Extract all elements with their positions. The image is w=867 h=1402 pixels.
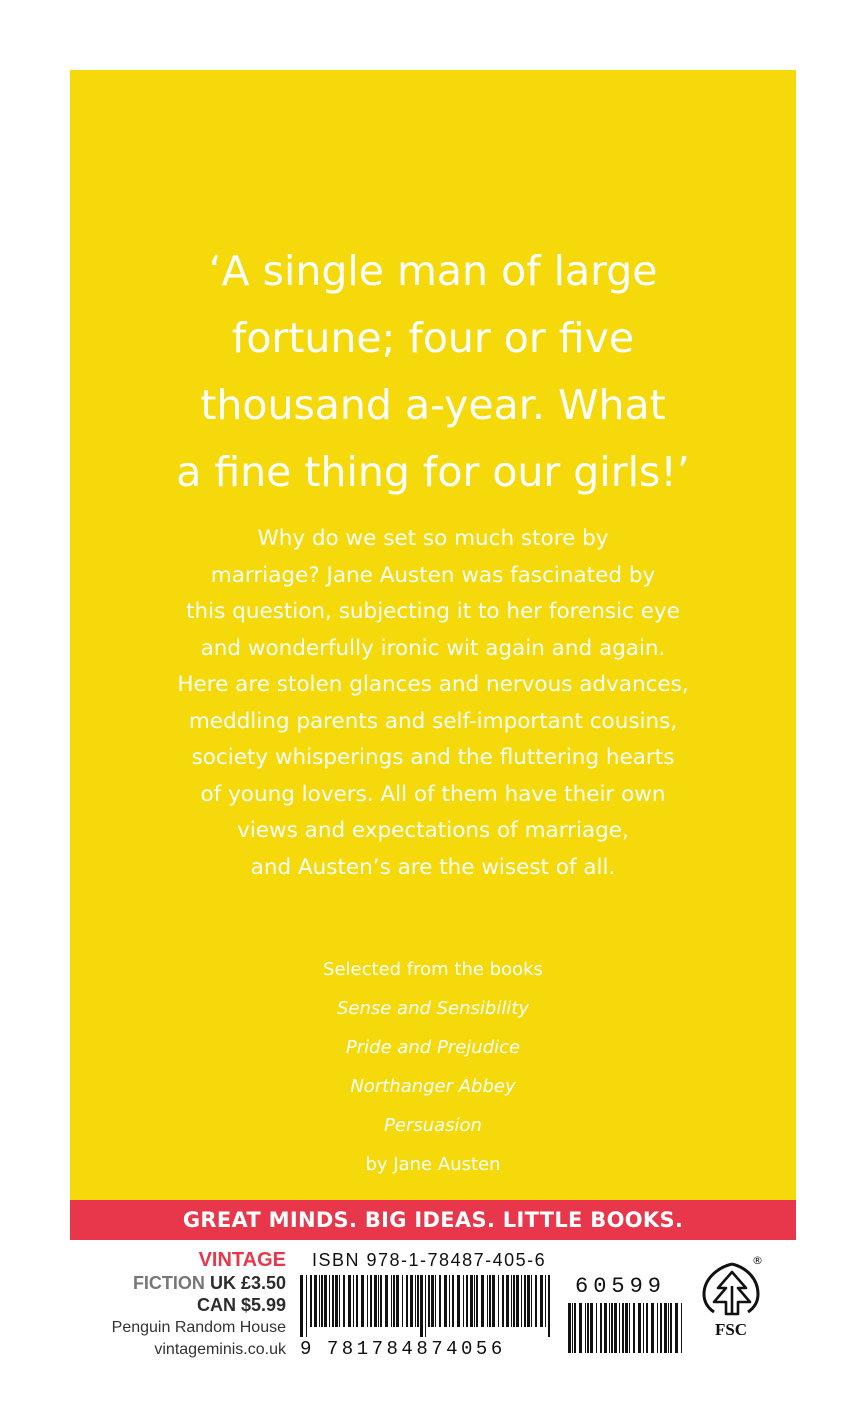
blurb-line: society whisperings and the fluttering hearts xyxy=(191,745,675,770)
barcode-bar xyxy=(367,1275,368,1327)
barcode-addon-digits: 60599 xyxy=(575,1274,667,1299)
barcode-bar xyxy=(452,1275,454,1327)
barcode-bar xyxy=(609,1303,610,1353)
barcode-bar xyxy=(300,1275,303,1337)
barcode-bar xyxy=(428,1275,430,1327)
barcode-bar xyxy=(489,1275,491,1327)
barcode-bar xyxy=(466,1275,468,1327)
source-intro: Selected from the books xyxy=(323,959,543,980)
quote-line: thousand a-year. What xyxy=(200,381,666,429)
blurb-line: marriage? Jane Austen was fascinated by xyxy=(210,562,656,588)
barcode-bar xyxy=(435,1275,436,1327)
blurb-line: meddling parents and self-important cousins, xyxy=(188,708,678,734)
barcode-bar xyxy=(614,1303,617,1353)
book-title: Northanger Abbey xyxy=(350,1076,516,1097)
barcode-bar xyxy=(587,1303,589,1353)
publisher-name: VINTAGE xyxy=(198,1249,286,1271)
barcode-bar xyxy=(470,1275,473,1327)
publisher-website: vintageminis.co.uk xyxy=(154,1341,286,1358)
barcode-bar xyxy=(385,1275,388,1327)
barcode-bar xyxy=(406,1275,408,1327)
barcode-bar xyxy=(415,1275,416,1327)
isbn-text: ISBN 978-1-78487-405-6 xyxy=(312,1250,547,1270)
barcode-main xyxy=(300,1275,552,1337)
barcode-bar xyxy=(643,1303,644,1353)
quote-line: fortune; four or five xyxy=(231,314,635,362)
barcode-bar xyxy=(425,1275,426,1337)
barcode-bar xyxy=(474,1275,475,1327)
barcode-bar xyxy=(572,1303,573,1353)
barcode-bar xyxy=(646,1303,648,1353)
barcode-bar xyxy=(516,1275,519,1327)
barcode-digits xyxy=(300,1338,550,1360)
barcode-first-digit: 9 xyxy=(300,1338,315,1360)
barcode-bar xyxy=(370,1275,372,1327)
series-banner: GREAT MINDS. BIG IDEAS. LITTLE BOOKS. xyxy=(70,1200,796,1240)
barcode-bar xyxy=(585,1303,586,1353)
barcode-bar xyxy=(420,1275,423,1337)
price-can: CAN $5.99 xyxy=(196,1295,286,1315)
price-uk: UK £3.50 xyxy=(209,1272,286,1293)
barcode-bar xyxy=(625,1303,628,1353)
barcode-bar xyxy=(481,1275,484,1327)
barcode-bar xyxy=(335,1275,338,1327)
blurb-line: this question, subjecting it to her forensic eye xyxy=(186,599,680,624)
barcode-bar xyxy=(622,1303,624,1353)
barcode-bar xyxy=(348,1275,351,1327)
barcode-bar xyxy=(439,1275,441,1327)
quote xyxy=(70,238,796,506)
source-books xyxy=(70,950,796,1184)
barcode-bar xyxy=(332,1275,334,1327)
barcode-bar xyxy=(476,1275,478,1327)
barcode-bar xyxy=(590,1303,593,1353)
barcode-bar xyxy=(579,1303,582,1353)
barcode-bar xyxy=(321,1275,323,1327)
barcode-bar xyxy=(574,1303,576,1353)
blurb-line: Here are stolen glances and nervous advances, xyxy=(177,672,689,697)
barcode-right-digits: 874056 xyxy=(416,1338,506,1360)
barcode-bar xyxy=(670,1303,672,1353)
fsc-registered-mark: ® xyxy=(752,1254,763,1267)
barcode-bar xyxy=(402,1275,403,1327)
barcode-bar xyxy=(568,1303,571,1353)
barcode-left-digits: 781784 xyxy=(326,1338,417,1360)
barcode-bar xyxy=(511,1275,512,1327)
barcode-bar xyxy=(668,1303,669,1353)
blurb xyxy=(70,521,796,886)
barcode-bar xyxy=(651,1303,654,1353)
barcode-bar xyxy=(548,1275,550,1337)
quote-line: a fine thing for our girls!’ xyxy=(176,448,690,496)
barcode-bar xyxy=(681,1303,682,1353)
book-title: Pride and Prejudice xyxy=(345,1037,521,1058)
barcode-bar xyxy=(324,1275,327,1327)
blurb-line: and wonderfully ironic wit again and again. xyxy=(200,635,666,661)
barcode-bar xyxy=(457,1275,460,1327)
publisher-house: Penguin Random House xyxy=(111,1318,286,1336)
barcode-bar xyxy=(531,1275,532,1327)
barcode-bar xyxy=(310,1275,312,1327)
category-label: FICTION xyxy=(132,1272,205,1293)
barcode-bar xyxy=(535,1275,537,1327)
barcode-bar xyxy=(540,1275,543,1327)
fsc-label: FSC xyxy=(714,1320,748,1339)
barcode-bar xyxy=(513,1275,515,1327)
book-title: Persuasion xyxy=(384,1115,482,1136)
barcode-bar xyxy=(410,1275,413,1327)
barcode-bar xyxy=(417,1275,419,1327)
barcode-bar xyxy=(339,1275,340,1327)
blurb-line: and Austen’s are the wisest of all. xyxy=(250,854,616,880)
barcode-bar xyxy=(396,1275,399,1327)
barcode-bar xyxy=(463,1275,464,1327)
barcode-bar xyxy=(393,1275,395,1327)
barcode-bar xyxy=(596,1303,597,1353)
blurb-line: views and expectations of marriage, xyxy=(237,818,629,843)
barcode-bar xyxy=(657,1303,658,1353)
barcode-bar xyxy=(675,1303,678,1353)
barcode-bar xyxy=(633,1303,635,1353)
cover-panel xyxy=(70,70,796,1200)
barcode-bar xyxy=(629,1303,630,1353)
barcode-bar xyxy=(638,1303,641,1353)
barcode-bar xyxy=(431,1275,434,1327)
barcode-bar xyxy=(391,1275,392,1327)
blurb-line: Why do we set so much store by xyxy=(257,526,609,551)
barcode-bar xyxy=(314,1275,317,1327)
barcode-bar xyxy=(356,1275,358,1327)
barcode-bar xyxy=(329,1275,330,1327)
blurb-line: of young lovers. All of them have their own xyxy=(200,781,666,807)
barcode-bar xyxy=(611,1303,613,1353)
barcode-bar xyxy=(492,1275,495,1327)
barcode-bar xyxy=(306,1275,307,1337)
barcode-bar xyxy=(498,1275,499,1327)
barcode-bar xyxy=(343,1275,345,1327)
barcode-bar xyxy=(487,1275,488,1327)
barcode-bar xyxy=(319,1275,320,1327)
barcode-bar xyxy=(527,1275,530,1327)
barcode-bar xyxy=(619,1303,620,1353)
barcode-bar xyxy=(600,1303,602,1353)
author-credit: by Jane Austen xyxy=(365,1154,501,1175)
book-title: Sense and Sensibility xyxy=(336,998,530,1019)
barcode-bar xyxy=(374,1275,377,1327)
barcode-bar xyxy=(378,1275,379,1327)
barcode-bar xyxy=(449,1275,450,1327)
barcode-bar xyxy=(524,1275,526,1327)
barcode-bar xyxy=(380,1275,382,1327)
barcode-bar xyxy=(545,1275,546,1327)
barcode-bar xyxy=(353,1275,354,1327)
fsc-tree-icon xyxy=(696,1258,768,1322)
barcode-addon xyxy=(568,1275,684,1363)
barcode-bar xyxy=(664,1303,667,1353)
barcode-bar xyxy=(444,1275,447,1327)
barcode-bar xyxy=(502,1275,504,1327)
barcode-bar xyxy=(361,1275,364,1327)
barcode-bar xyxy=(660,1303,662,1353)
barcode-bar xyxy=(604,1303,607,1353)
quote-line: ‘A single man of large xyxy=(208,247,658,295)
barcode-bar xyxy=(521,1275,522,1327)
barcode-bar xyxy=(506,1275,509,1327)
imprint-block xyxy=(112,1249,286,1362)
